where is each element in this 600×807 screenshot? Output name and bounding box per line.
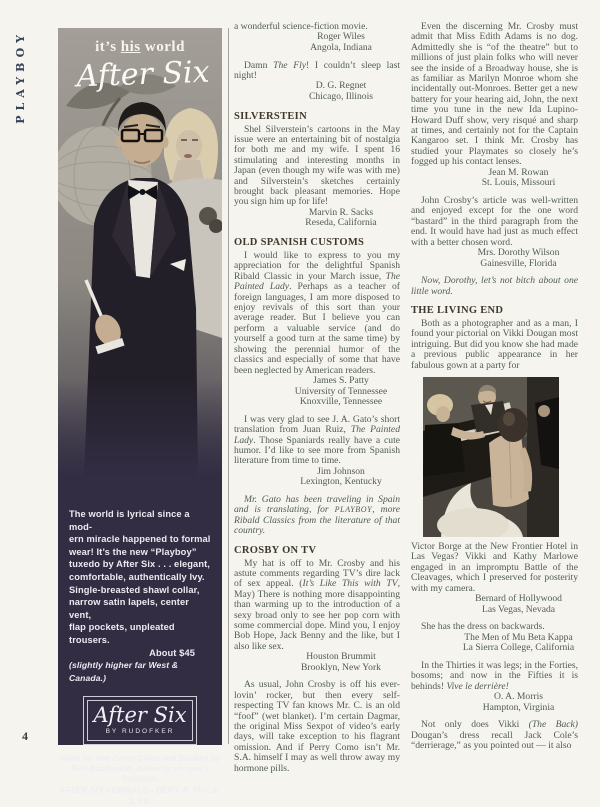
text-run: Not only does Vikki [421, 719, 529, 731]
text-run: I was very glad to see J. A. Gato’s short translation from Juan Ruiz, [234, 413, 400, 436]
text-run: . Those Spaniards really have a cute humor. I’d like to see more from Spanish literature from time to time. [234, 434, 400, 467]
ad-copy-line: narrow satin lapels, center vent, [69, 597, 189, 620]
editor-reply [234, 495, 400, 537]
ad-copy-line: wear! It’s the new “Playboy” [69, 546, 197, 557]
ad-copy-line: (slightly higher far West & Canada.) [69, 660, 179, 683]
italic-text: (The Back) [528, 719, 578, 731]
text-run: Both as a photographer and as a man, I found your pictorial on Vikki Dougan most intriguing. But did you know she had made a previous public appearance in her fabulous gown at a party for [411, 317, 578, 371]
signature-line: O. A. Morris [493, 690, 544, 702]
ad-copy-line: flap pockets, unpleated trousers. [69, 622, 175, 645]
signature-line: Houston Brummit [306, 651, 376, 663]
signature-line: The Men of Mu Beta Kappa [464, 631, 573, 643]
text-run: Shel Silverstein’s cartoons in the May issue were an entertaining bit of nostalgia for both me and my wife. I spent 16 stimulating and interesting months in Japan (even though my wife was with me) and Silverstein’s sketches certainly brought back pleasant memories. Hope you sign him up for life! [234, 123, 400, 208]
column-divider [228, 28, 229, 744]
letter-paragraph [411, 196, 578, 248]
ad-footer-line2: Bert Bacharach, authority on men’s fashions. [70, 764, 210, 784]
text-run: a wonderful science-fiction movie. [234, 21, 368, 32]
text-run: , more Ribald Classics from the literature of that country. [234, 504, 400, 537]
text-run: ! I couldn’t sleep last night! [234, 59, 400, 81]
section-heading: SILVERSTEIN [234, 110, 307, 122]
letter-signature [411, 692, 578, 713]
signature-line: Roger Wiles [317, 31, 365, 43]
letter-paragraph [234, 680, 400, 774]
letter-signature [234, 32, 400, 53]
text-run: Even the discerning Mr. Crosby must admit that Miss Edith Adams is no dog. Admittedly she is “of the theatre” but to millions of just plain folks who will never see the inside of a Broadway house, she is as familiar as Marilyn Monroe whom she incidentally out-Monroes. Better get a new battery for your hearing aid, John, the next time you tune in the new Ida Lupino-Howard Duff show, very risqué and sharp at times, and certainly not for the Captain Kangaroo set. I think Mr. Crosby has studied your Playmates so closely he’s fogged up his contact lenses. [411, 21, 578, 168]
signature-line: Mrs. Dorothy Wilson [477, 246, 560, 258]
text-run: , May) There is nothing more disappointing than warming up to the introduction of a sexy broad only to see her pop corn with some commercial dope. Mind you, I enjoy Bob Hope, Jack Benny and the like, but I also like sex. [234, 578, 401, 652]
italic-text: It’s Like This with TV [302, 578, 398, 590]
letter-paragraph [411, 661, 578, 692]
italic-text: Vive le derrière! [446, 680, 509, 692]
ad-footer-line1: Write for free Dress Chart and Booklet by [59, 754, 221, 764]
text-run: My hat is off to Mr. Crosby and his astute comments regarding TV’s dire lack of sex appeal. ( [234, 557, 400, 590]
text-run: Damn [244, 59, 274, 71]
ad-copy-line: About $45 [149, 647, 195, 658]
signature-line: Lexington, Kentucky [300, 476, 382, 488]
signature-line: Marvin R. Sacks [308, 206, 374, 218]
section-heading: THE LIVING END [411, 304, 504, 316]
ad-copy-line: Single-breasted shawl collar, [69, 584, 200, 595]
italic-text: The Fly [273, 59, 307, 71]
text-run: As usual, John Crosby is off his ever-lovin’ rocker, but then every self-respecting TV fan knows Mr. C. is an old “foof” (wet blanket). I’m certain Dagmar, the original Miss Sexpot of video’s early days, will take exception to his flagrant omission. And if Perry Como isn’t Mr. S.A. himself I may as well throw away my hormone pills. [234, 679, 400, 774]
text-run: Victor Borge at the New Frontier Hotel in Las Vegas? Vikki and Kathy Marlowe engaged in an impromptu Battle of the Cleavages, which I preserved for posterity with my camera. [411, 540, 578, 594]
ad-photo [58, 28, 222, 478]
letter-paragraph [234, 559, 400, 653]
letter-signature [411, 248, 578, 269]
letter-signature [411, 633, 578, 654]
signature-line: Bernard of Hollywood [475, 592, 562, 604]
after-six-logo-script: After Six [93, 703, 187, 728]
text-run: I would like to express to you my appreciation for the delightful Spanish Ribald Classic in your March issue, [234, 250, 400, 282]
letters-column-right [411, 22, 578, 751]
signature-line: Las Vegas, Nevada [481, 603, 556, 615]
italic-text: The Painted Lady [234, 424, 400, 446]
signature-line: James S. Patty [313, 374, 369, 386]
letter-signature [234, 652, 400, 673]
after-six-ad [58, 28, 222, 807]
tuxedo-photo-illustration [58, 28, 222, 478]
page-number: 4 [22, 729, 28, 743]
after-six-logo [83, 696, 197, 745]
ad-headline-prefix: it’s [95, 39, 121, 55]
letter-paragraph [411, 319, 578, 371]
letter-signature [411, 594, 578, 615]
text-run: John Crosby’s article was well-written and enjoyed except for the one word “bastard” in the third paragraph from the end. It would have had just as much effect with a better chosen word. [411, 194, 578, 248]
letter-signature [234, 208, 400, 229]
section-heading: OLD SPANISH CUSTOMS [234, 237, 365, 249]
letter-paragraph [234, 125, 400, 208]
ad-copy-line: tuxedo by After Six . . . elegant, [69, 559, 210, 570]
text-run: Now, Dorothy, let’s not bitch about one little word. [411, 275, 578, 297]
text-run: In the Thirties it was legs; in the Forties, bosoms; and now in the Fifties it is behinds! [411, 659, 578, 692]
party-photo [423, 377, 559, 537]
letter-signature [234, 467, 400, 488]
letter-signature [234, 81, 400, 102]
signature-line: Jim Johnson [317, 465, 365, 477]
letter-paragraph [411, 22, 578, 168]
party-photo-illustration [423, 377, 559, 537]
ad-brand-script: After Six [75, 54, 211, 95]
signature-line: University of Tennessee [294, 385, 388, 397]
smallcaps-text: PLAYBOY [334, 505, 373, 515]
signature-line: Knoxville, Tennessee [299, 396, 383, 408]
text-run: She has the dress on backwards. [421, 621, 545, 633]
signature-line: Hampton, Virginia [482, 701, 555, 713]
ad-footer [58, 754, 222, 807]
letter-paragraph [234, 415, 400, 467]
signature-line: D. G. Regnet [315, 80, 367, 92]
playboy-spine-label: PLAYBOY [14, 30, 27, 124]
signature-line: La Sierra College, California [462, 642, 575, 654]
after-six-logo-inner [87, 700, 193, 741]
letter-paragraph [411, 542, 578, 594]
ad-headline-suffix: world [140, 39, 185, 55]
section-heading: CROSBY ON TV [234, 544, 317, 556]
text-run: . Perhaps as a teacher of foreign languages, I am more disposed to enjoy revivals of this sort than your average reader. But I believe you can perform a valuable service (and do yourself a good turn at the same time) by showing the perennial humor of the classics and especially of some that have been neglected by American readers. [234, 281, 400, 376]
signature-line: Brooklyn, New York [301, 661, 381, 673]
ad-headline-his: his [120, 39, 141, 55]
editor-reply [411, 276, 578, 297]
letter-paragraph [411, 720, 578, 751]
letter-signature [234, 376, 400, 408]
ad-copy [58, 478, 222, 684]
text-run: Mr. Gato has been traveling in Spain and is translating, for [234, 493, 400, 516]
ad-copy-line: The world is lyrical since a mod- [69, 509, 190, 532]
signature-line: Gainesville, Florida [480, 257, 557, 269]
signature-line: St. Louis, Missouri [481, 177, 556, 189]
letter-paragraph [411, 622, 578, 632]
ad-copy-line: ern miracle happened to formal [69, 534, 211, 545]
letter-signature [411, 168, 578, 189]
letter-paragraph [234, 251, 400, 376]
after-six-logo-sub: BY RUDOFKER [105, 728, 175, 736]
ad-headline [58, 39, 222, 56]
letters-column-middle [234, 22, 400, 774]
signature-line: Chicago, Illinois [309, 91, 373, 102]
italic-text: The Painted Lady [234, 270, 400, 293]
ad-copy-line: comfortable, authentically Ivy. [69, 571, 205, 582]
text-run: Dougan’s dress recall Jack Cole’s “derrierage,” as you pointed out — it also [411, 729, 578, 751]
letter-paragraph [234, 61, 400, 82]
signature-line: Angola, Indiana [310, 42, 372, 53]
ad-footer-address: AFTER SIX FORMALS • DEPT. P, PHILA. 3, PA. [59, 786, 221, 807]
signature-line: Reseda, California [305, 217, 377, 229]
signature-line: Jean M. Rowan [488, 166, 549, 178]
